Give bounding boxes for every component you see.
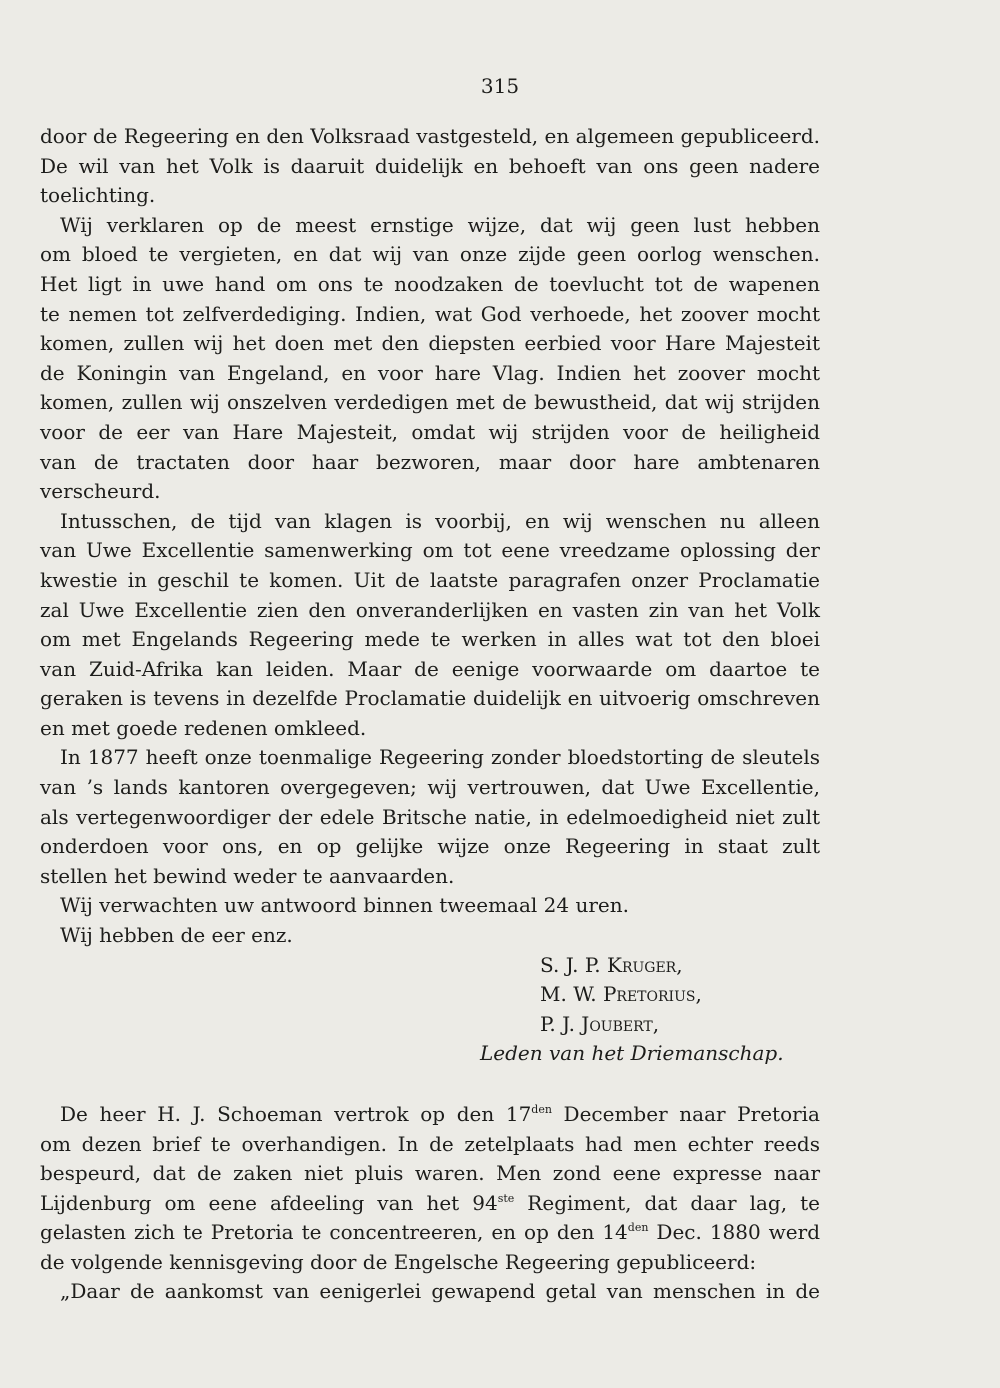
text-line: om dezen brief te overhandigen. In de zetelplaats had men echter reeds bbox=[40, 1131, 820, 1156]
text-line: om bloed te vergieten, en dat wij van onze zijde geen oorlog wenschen. bbox=[40, 242, 820, 267]
text-line: onderdoen voor ons, en op gelijke wijze onze Regeering in staat zult bbox=[40, 834, 820, 859]
signature-joubert: P. J. Joubert, bbox=[540, 1011, 660, 1036]
text-line: Wij verklaren op de meest ernstige wijze, dat wij geen lust hebben bbox=[60, 212, 820, 237]
text-line: van ’s lands kantoren overgegeven; wij vertrouwen, dat Uwe Excellentie, bbox=[40, 775, 820, 800]
narrative-paragraph bbox=[40, 1100, 820, 1307]
signature-pretorius: M. W. Pretorius, bbox=[540, 982, 702, 1007]
text-line: komen, zullen wij het doen met den diepsten eerbied voor Hare Majesteit bbox=[40, 331, 820, 356]
text-line: de Koningin van Engeland, en voor hare Vlag. Indien het zoover mocht bbox=[40, 360, 820, 385]
letter-body bbox=[40, 122, 820, 1069]
text-line: zal Uwe Excellentie zien den onveranderlijken en vasten zin van het Volk bbox=[40, 597, 820, 622]
text-line: verscheurd. bbox=[40, 479, 161, 504]
text-line: door de Regeering en den Volksraad vastgesteld, en algemeen gepubliceerd. bbox=[40, 124, 820, 148]
text-line: en met goede redenen omkleed. bbox=[40, 715, 367, 740]
text-line: om met Engelands Regeering mede te werken in alles wat tot den bloei bbox=[40, 627, 820, 652]
text-line: van de tractaten door haar bezworen, maar door hare ambtenaren bbox=[40, 449, 820, 474]
signature-kruger: S. J. P. Kruger, bbox=[540, 952, 683, 977]
text-line: „Daar de aankomst van eenigerlei gewapend getal van menschen in de bbox=[60, 1279, 820, 1303]
text-line: Wij verwachten uw antwoord binnen tweemaal 24 uren. bbox=[60, 893, 629, 918]
text-line: Intusschen, de tijd van klagen is voorbij, en wij wenschen nu alleen bbox=[60, 508, 820, 533]
text-line: toelichting. bbox=[40, 183, 156, 208]
text-line: komen, zullen wij onszelven verdedigen met de bewustheid, dat wij strijden bbox=[40, 390, 820, 415]
text-line: de volgende kennisgeving door de Engelsche Regeering gepubliceerd: bbox=[40, 1249, 757, 1274]
text-line: stellen het bewind weder te aanvaarden. bbox=[40, 863, 455, 888]
text-line: te nemen tot zelfverdediging. Indien, wat God verhoede, het zoover mocht bbox=[40, 301, 820, 326]
text-line: bespeurd, dat de zaken niet pluis waren. Men zond eene expresse naar bbox=[40, 1161, 820, 1185]
text-line: Het ligt in uwe hand om ons te noodzaken de toevlucht tot de wapenen bbox=[40, 271, 820, 296]
text-line: In 1877 heeft onze toenmalige Regeering zonder bloedstorting de sleutels bbox=[60, 745, 820, 770]
text-line: De heer H. J. Schoeman vertrok op den $17^{den}$ December naar Pretoria bbox=[60, 1102, 820, 1126]
text-line: van Uwe Excellentie samenwerking om tot eene vreedzame oplossing der bbox=[40, 538, 820, 563]
signature-title: Leden van het Driemanschap. bbox=[480, 1041, 784, 1066]
text-line: gelasten zich te Pretoria te concentreeren, en op den $14^{den}$ Dec. 1880 werd bbox=[40, 1220, 821, 1244]
text-line: als vertegenwoordiger der edele Britsche natie, in edelmoedigheid niet zult bbox=[40, 804, 820, 829]
text-line: geraken is tevens in dezelfde Proclamatie duidelijk en uitvoerig omschreven bbox=[40, 686, 820, 711]
text-line: De wil van het Volk is daaruit duidelijk en behoeft van ons geen nadere bbox=[40, 153, 820, 178]
text-line: kwestie in geschil te komen. Uit de laatste paragrafen onzer Proclamatie bbox=[40, 567, 820, 592]
text-line: Lijdenburg om eene afdeeling van het 94ste Regiment, dat daar lag, te bbox=[40, 1190, 820, 1215]
text-line: Wij hebben de eer enz. bbox=[60, 923, 293, 948]
text-line: van Zuid-Afrika kan leiden. Maar de eenige voorwaarde om daartoe te bbox=[40, 656, 820, 681]
text-line: voor de eer van Hare Majesteit, omdat wij strijden voor de heiligheid bbox=[40, 419, 820, 444]
page-number: 315 bbox=[480, 74, 520, 98]
